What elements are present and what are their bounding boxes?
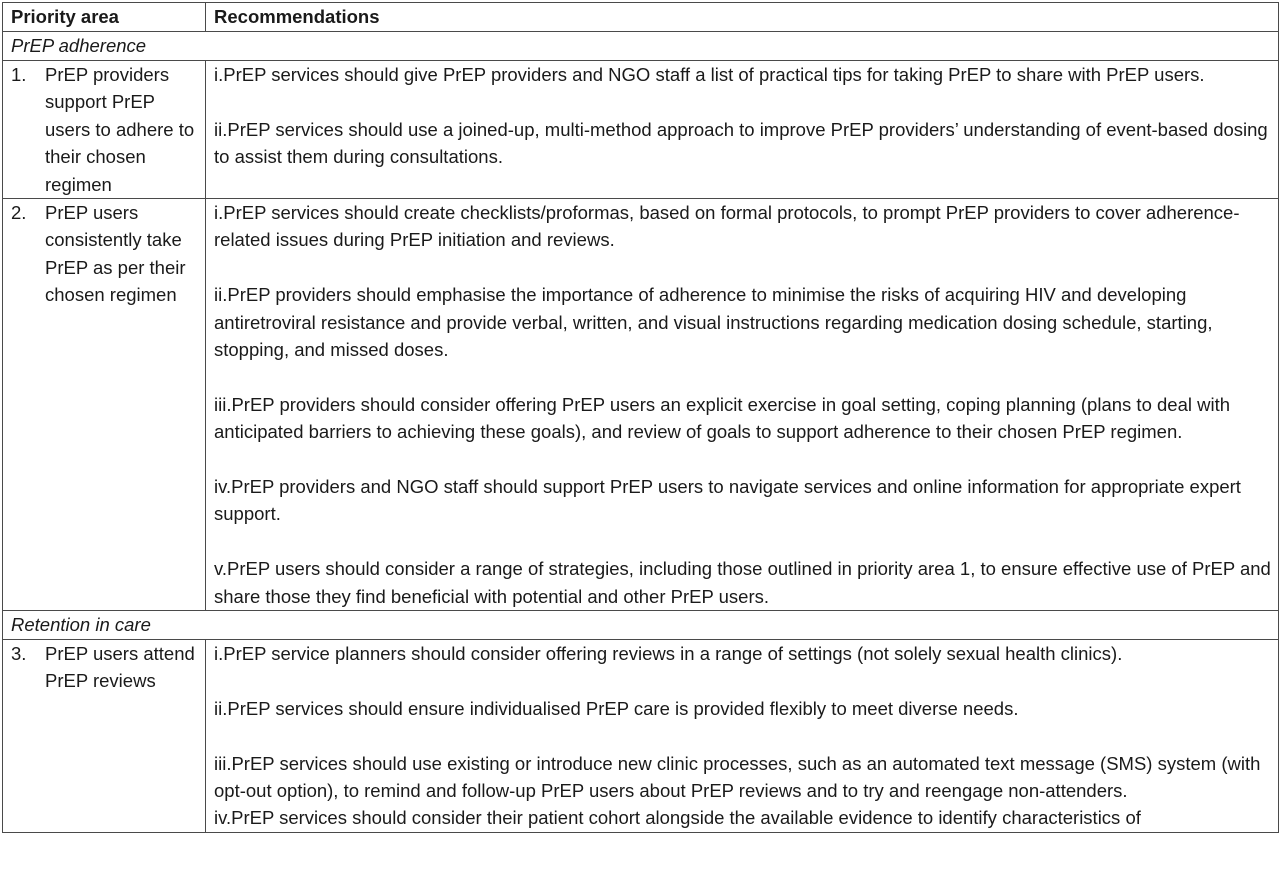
recommendations-table (2, 2, 1279, 833)
recommendation-item: i.PrEP services should give PrEP providers and NGO staff a list of practical tips for taking PrEP to share with PrEP users. (214, 64, 1205, 85)
priority-area-number: 3. (11, 643, 27, 665)
recommendation-item: iv.PrEP services should consider their patient cohort alongside the available evidence to identify characteristics of (214, 807, 1141, 829)
priority-area-cell (3, 640, 206, 833)
priority-area-cell (3, 61, 206, 199)
recommendation-item: ii.PrEP providers should emphasise the importance of adherence to minimise the risks of acquiring HIV and developing antiretroviral resistance and provide verbal, written, and visual instructions regarding medication dosing schedule, starting, stopping, and missed doses. (214, 284, 1213, 361)
recommendation-item: ii.PrEP services should use a joined-up, multi-method approach to improve PrEP providers’ understanding of event-based dosing to assist them during consultations. (214, 118, 1268, 168)
recommendation-item: iii.PrEP providers should consider offering PrEP users an explicit exercise in goal setting, coping planning (plans to deal with anticipated barriers to achieving these goals), and review of goals to support adherence to their chosen PrEP regimen. (214, 393, 1231, 443)
section-row (3, 32, 1279, 61)
priority-area-text: PrEP users attend PrEP reviews (45, 643, 195, 692)
recommendations-cell (206, 199, 1279, 611)
table-row (3, 199, 1279, 611)
recommendations-cell (206, 640, 1279, 833)
table-row (3, 61, 1279, 199)
recommendations-cell (206, 61, 1279, 199)
header-recommendations: Recommendations (206, 3, 1279, 32)
priority-area-cell (3, 199, 206, 611)
recommendation-item: i.PrEP services should create checklists/proformas, based on formal protocols, to prompt PrEP providers to cover adherence-related issues during PrEP initiation and reviews. (214, 202, 1240, 251)
section-title-retention-in-care: Retention in care (3, 611, 1279, 640)
priority-area-text: PrEP users consistently take PrEP as per their chosen regimen (45, 202, 186, 306)
table-header-row (3, 3, 1279, 32)
recommendation-item: iv.PrEP providers and NGO staff should support PrEP users to navigate services and online information for appropriate expert support. (214, 476, 1241, 525)
recommendation-item: ii.PrEP services should ensure individualised PrEP care is provided flexibly to meet diverse needs. (214, 697, 1019, 719)
recommendation-item: iii.PrEP services should use existing or introduce new clinic processes, such as an automated text message (SMS) system (with opt-out option), to remind and follow-up PrEP users about PrEP reviews and to try and reengage non-attenders. (214, 752, 1261, 802)
priority-area-text: PrEP providers support PrEP users to adhere to their chosen regimen (45, 64, 195, 195)
table-row (3, 640, 1279, 833)
priority-area-number: 1. (11, 64, 27, 85)
recommendation-item: i.PrEP service planners should consider offering reviews in a range of settings (not solely sexual health clinics). (214, 643, 1123, 665)
header-priority-area: Priority area (3, 3, 206, 32)
section-row (3, 611, 1279, 640)
priority-area-number: 2. (11, 202, 27, 224)
section-title-prep-adherence: PrEP adherence (3, 32, 1279, 61)
recommendation-item: v.PrEP users should consider a range of strategies, including those outlined in priority area 1, to ensure effective use of PrEP and share those they find beneficial with potential and other PrEP users. (214, 558, 1271, 607)
